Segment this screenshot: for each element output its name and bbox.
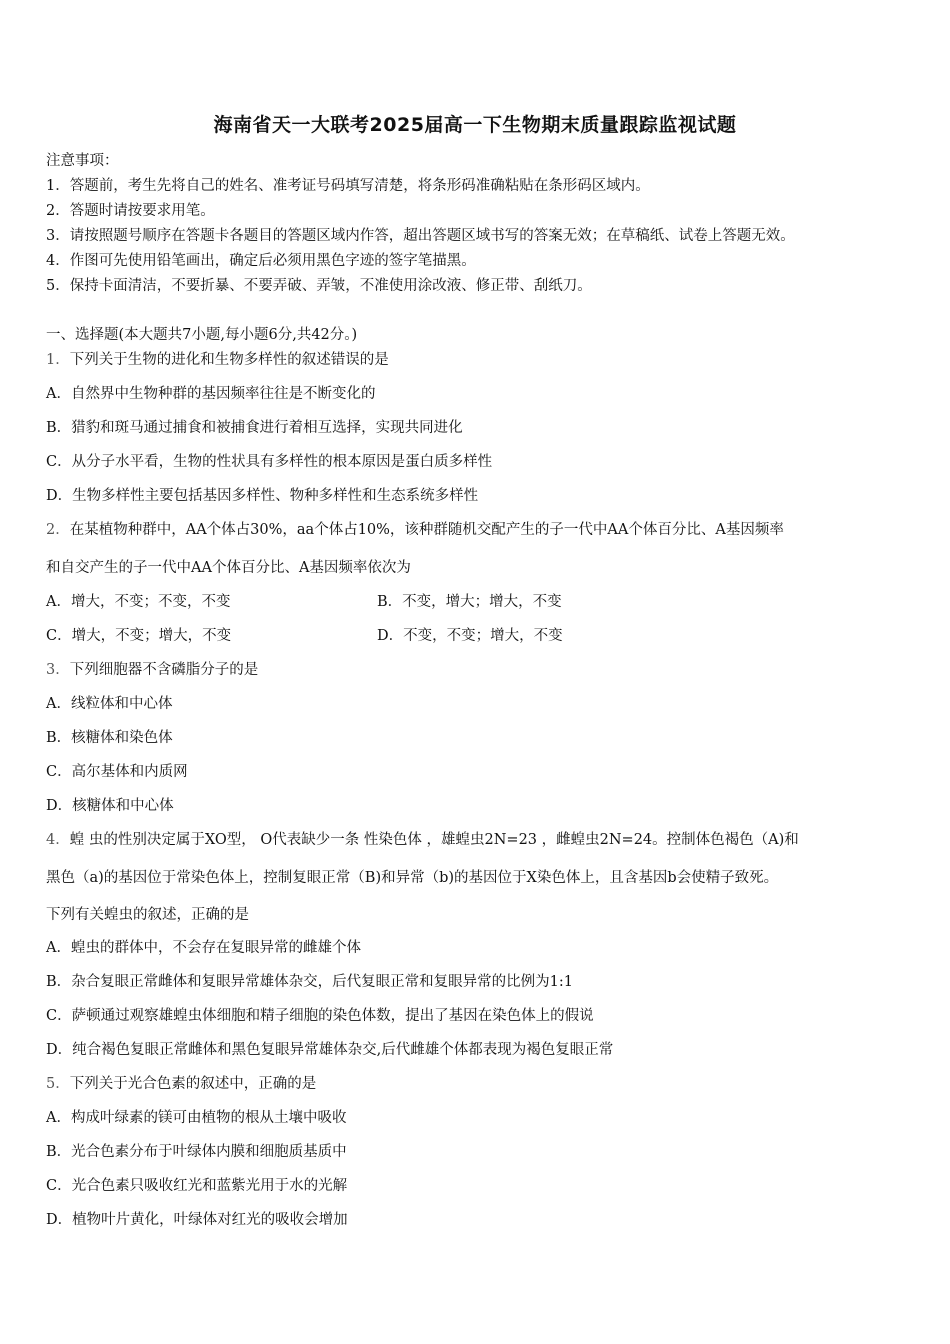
question-stem: 下列关于生物的进化和生物多样性的叙述错误的是 (69, 352, 389, 368)
question-1 (46, 350, 389, 370)
option-a: A．增大，不变；不变，不变 (46, 594, 231, 610)
option-b: B．杂合复眼正常雌体和复眼异常雄体杂交，后代复眼正常和复眼异常的比例为1:1 (46, 974, 573, 990)
section-heading: 一、选择题(本大题共7小题,每小题6分,共42分。) (46, 327, 358, 343)
notice-item: 5．保持卡面清洁，不要折暴、不要弄破、弄皱，不准使用涂改液、修正带、刮纸刀。 (46, 278, 592, 294)
option-d: D．生物多样性主要包括基因多样性、物种多样性和生态系统多样性 (46, 488, 479, 504)
question-number: 1． (46, 352, 70, 368)
notice-item: 4．作图可先使用铅笔画出，确定后必须用黑色字迹的签字笔描黑。 (46, 253, 476, 269)
notice-item: 1．答题前，考生先将自己的姓名、准考证号码填写清楚，将条形码准确粘贴在条形码区域内。 (46, 178, 650, 194)
option-c: C．从分子水平看，生物的性状具有多样性的根本原因是蛋白质多样性 (46, 454, 493, 470)
option-b: B．核糖体和染色体 (46, 730, 173, 746)
question-stem: 下列关于光合色素的叙述中，正确的是 (69, 1076, 317, 1092)
option-b: B．光合色素分布于叶绿体内膜和细胞质基质中 (46, 1144, 347, 1160)
notice-item: 2．答题时请按要求用笔。 (46, 203, 215, 219)
question-number: 3． (46, 662, 70, 678)
question-4 (46, 830, 799, 850)
question-number: 2． (46, 522, 70, 538)
question-stem-continued: 下列有关蝗虫的叙述，正确的是 (46, 907, 249, 923)
option-c: C．高尔基体和内质网 (46, 764, 188, 780)
option-c: C．光合色素只吸收红光和蓝紫光用于水的光解 (46, 1178, 348, 1194)
option-b: B．猎豹和斑马通过捕食和被捕食进行着相互选择，实现共同进化 (46, 420, 463, 436)
question-2 (46, 520, 784, 540)
option-d: D．核糖体和中心体 (46, 798, 174, 814)
option-a: A．构成叶绿素的镁可由植物的根从土壤中吸收 (46, 1110, 347, 1126)
option-c: C．增大，不变；增大，不变 (46, 628, 232, 644)
question-stem: 在某植物种群中，AA个体占30%，aa个体占10%，该种群随机交配产生的子一代中AA个体百分比、A基因频率 (69, 522, 784, 538)
question-number: 5． (46, 1076, 70, 1092)
option-b: B．不变，增大；增大，不变 (377, 594, 562, 610)
question-5 (46, 1074, 316, 1094)
option-d: D．植物叶片黄化，叶绿体对红光的吸收会增加 (46, 1212, 348, 1228)
question-stem-continued: 和自交产生的子一代中AA个体百分比、A基因频率依次为 (46, 560, 411, 576)
question-stem: 下列细胞器不含磷脂分子的是 (69, 662, 259, 678)
option-d: D．不变，不变；增大，不变 (377, 628, 563, 644)
question-stem: 蝗 虫的性别决定属于XO型， O代表缺少一条 性染色体 ，雄蝗虫2N=23 ，雌蝗虫2N=24。控制体色褐色（A)和 (69, 832, 799, 848)
option-a: A．自然界中生物种群的基因频率往往是不断变化的 (46, 386, 376, 402)
option-d: D．纯合褐色复眼正常雌体和黑色复眼异常雄体杂交,后代雌雄个体都表现为褐色复眼正常 (46, 1042, 614, 1058)
question-3 (46, 660, 258, 680)
question-number: 4． (46, 832, 70, 848)
option-a: A．蝗虫的群体中，不会存在复眼异常的雌雄个体 (46, 940, 361, 956)
page-title: 海南省天一大联考2025届高一下生物期末质量跟踪监视试题 (213, 114, 737, 136)
option-c: C．萨顿通过观察雄蝗虫体细胞和精子细胞的染色体数，提出了基因在染色体上的假说 (46, 1008, 594, 1024)
option-a: A．线粒体和中心体 (46, 696, 173, 712)
notice-heading: 注意事项： (46, 153, 119, 169)
notice-item: 3．请按照题号顺序在答题卡各题目的答题区域内作答，超出答题区域书写的答案无效；在草稿纸、试卷上答题无效。 (46, 228, 795, 244)
question-stem-continued: 黑色（a)的基因位于常染色体上，控制复眼正常（B)和异常（b)的基因位于X染色体上，且含基因b会使精子致死。 (46, 870, 779, 886)
